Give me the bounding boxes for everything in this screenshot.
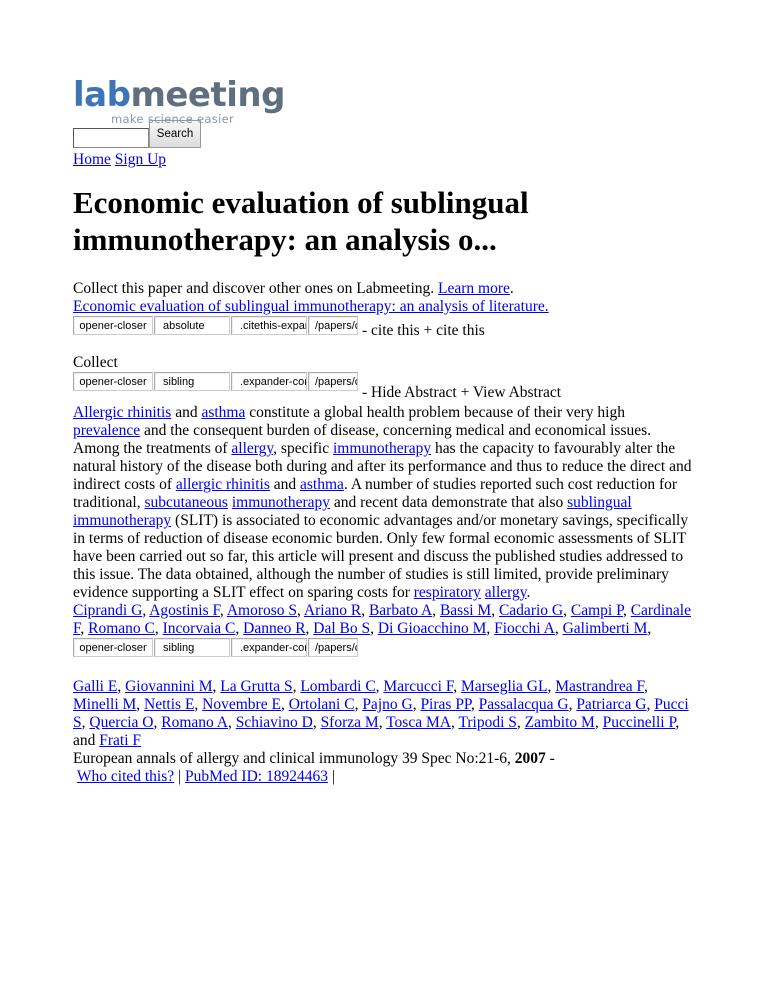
author-link[interactable]: Fiocchi A bbox=[494, 620, 555, 637]
keyword-link[interactable]: allergy bbox=[484, 584, 527, 601]
collect-intro-text: Collect this paper and discover other ones on Labmeeting. bbox=[73, 280, 435, 297]
abstract-text bbox=[73, 404, 693, 602]
cite-field-url[interactable] bbox=[308, 316, 358, 335]
citation bbox=[73, 750, 693, 768]
keyword-link[interactable]: asthma bbox=[201, 404, 246, 421]
author-link[interactable]: Sforza M bbox=[320, 714, 379, 731]
authors-rest-list: Galli E, Giovannini M, La Grutta S, Lombardi C, Marcucci F, Marseglia GL, Mastrandrea F, Minelli M, Nettis E, Novembre E, Ortolani C, Pajno G, Piras PP, Passalacqua G, Patriarca G, Pucci S, Quercia O, Romano A, Schiavino D, Sforza M, Tosca MA, Tripodi S, Zambito M, Puccinelli P, bbox=[73, 678, 689, 731]
abstract-field-url[interactable] bbox=[308, 372, 358, 391]
logo-meeting: meeting bbox=[130, 75, 285, 115]
author-link[interactable]: Dal Bo S bbox=[313, 620, 371, 637]
author-link[interactable]: Incorvaia C bbox=[162, 620, 236, 637]
abstract-segment: and bbox=[273, 476, 297, 493]
author-link[interactable]: Piras PP bbox=[420, 696, 471, 713]
author-link[interactable]: Agostinis F bbox=[149, 602, 220, 619]
authors-rest bbox=[73, 678, 693, 750]
abstract-segment: . bbox=[526, 584, 531, 601]
learn-more-link[interactable]: Learn more bbox=[438, 280, 510, 297]
author-link[interactable]: Campi P bbox=[570, 602, 623, 619]
author-link[interactable]: Schiavino D bbox=[235, 714, 313, 731]
authors-controls bbox=[73, 638, 693, 658]
abstract-field-opener[interactable] bbox=[73, 372, 153, 391]
author-link[interactable]: Puccinelli P bbox=[602, 714, 676, 731]
logo[interactable] bbox=[73, 0, 693, 126]
link-separator: | bbox=[178, 768, 182, 785]
abstract-segment: . A number of studies reported such cost reduction for traditional, bbox=[73, 476, 678, 511]
keyword-link[interactable]: Allergic rhinitis bbox=[73, 404, 172, 421]
journal-info: European annals of allergy and clinical immunology 39 Spec No:21-6, bbox=[73, 750, 511, 767]
cite-controls bbox=[73, 316, 693, 339]
authors-field-opener[interactable] bbox=[73, 638, 153, 657]
author-link[interactable]: Minelli M bbox=[73, 696, 137, 713]
search-input[interactable] bbox=[73, 128, 149, 148]
author-link[interactable]: Cadario G bbox=[498, 602, 564, 619]
author-link[interactable]: Amoroso S bbox=[226, 602, 298, 619]
author-link[interactable]: Mastrandrea F bbox=[555, 678, 644, 695]
nav-home-link[interactable]: Home bbox=[73, 151, 111, 168]
paper-links bbox=[73, 768, 693, 786]
author-link[interactable]: Nettis E bbox=[144, 696, 195, 713]
author-link[interactable]: Galli E bbox=[73, 678, 118, 695]
author-link[interactable]: Ariano R bbox=[303, 602, 362, 619]
authors-field-mode[interactable] bbox=[154, 638, 230, 657]
authors-field-selector[interactable] bbox=[231, 638, 307, 657]
author-link[interactable]: Novembre E bbox=[202, 696, 281, 713]
link-separator: | bbox=[331, 768, 335, 785]
abstract-controls bbox=[73, 372, 693, 401]
top-nav bbox=[73, 151, 693, 169]
abstract-segment: , specific bbox=[273, 440, 330, 457]
logo-lab: lab bbox=[73, 75, 131, 115]
abstract-segment: and the consequent burden of disease, concerning medical and economical issues. Among the treatments of bbox=[73, 422, 652, 457]
keyword-link[interactable]: respiratory bbox=[413, 584, 481, 601]
publication-year: 2007 bbox=[514, 750, 546, 767]
collect-intro: Collect this paper and discover other ones on Labmeeting. Learn more. bbox=[73, 280, 514, 297]
cite-this-toggle[interactable]: - cite this + cite this bbox=[362, 322, 485, 339]
author-link[interactable]: Di Gioacchino M bbox=[377, 620, 487, 637]
author-link[interactable]: Passalacqua G bbox=[478, 696, 569, 713]
abstract-segment: has the capacity to favourably alter the natural history of the disease both during and after its performance and thus to reduce the direct and indirect costs of bbox=[73, 440, 692, 493]
abstract-segment: constitute a global health problem because of their very high bbox=[249, 404, 625, 421]
author-link[interactable]: Marseglia GL bbox=[460, 678, 548, 695]
author-link[interactable]: Tripodi S bbox=[458, 714, 517, 731]
author-link[interactable]: Zambito M bbox=[524, 714, 595, 731]
page-title: Economic evaluation of sublingual immunotherapy: an analysis o... bbox=[73, 185, 529, 257]
author-link[interactable]: Pajno G bbox=[362, 696, 413, 713]
who-cited-link[interactable]: Who cited this? bbox=[76, 768, 175, 785]
author-link[interactable]: Galimberti M bbox=[562, 620, 648, 637]
citation-dash: - bbox=[549, 750, 555, 767]
search-button[interactable]: Search bbox=[149, 120, 201, 148]
cite-field-selector[interactable] bbox=[231, 316, 307, 335]
author-link[interactable]: Quercia O bbox=[89, 714, 154, 731]
logo-tagline: make science easier bbox=[111, 112, 234, 126]
author-link[interactable]: Ciprandi G bbox=[73, 602, 143, 619]
pubmed-link[interactable]: PubMed ID: 18924463 bbox=[185, 768, 328, 785]
author-link[interactable]: Tosca MA bbox=[386, 714, 451, 731]
author-link[interactable]: Romano A bbox=[161, 714, 228, 731]
keyword-link[interactable]: immunotherapy bbox=[231, 494, 330, 511]
abstract-field-selector[interactable] bbox=[231, 372, 307, 391]
abstract-toggle[interactable]: - Hide Abstract + View Abstract bbox=[362, 384, 562, 401]
spacer bbox=[73, 658, 693, 678]
author-link[interactable]: Bassi M bbox=[439, 602, 492, 619]
author-link[interactable]: Ortolani C bbox=[288, 696, 355, 713]
authors-field-url[interactable] bbox=[308, 638, 358, 657]
keyword-link[interactable]: subcutaneous bbox=[144, 494, 228, 511]
logo-wordmark[interactable] bbox=[73, 75, 693, 115]
authors-first: Ciprandi G, Agostinis F, Amoroso S, Ariano R, Barbato A, Bassi M, Cadario G, Campi P, Cardinale F, Romano C, Incorvaia C, Danneo R, Dal Bo S, Di Gioacchino M, Fiocchi A, Galimberti M, bbox=[73, 602, 691, 637]
keyword-link[interactable]: allergic rhinitis bbox=[175, 476, 270, 493]
full-title-link[interactable]: Economic evaluation of sublingual immunotherapy: an analysis of literature. bbox=[73, 298, 549, 315]
abstract-field-mode[interactable] bbox=[154, 372, 230, 391]
cite-field-mode[interactable] bbox=[154, 316, 230, 335]
author-link[interactable]: Cardinale F bbox=[73, 602, 691, 637]
keyword-link[interactable]: sublingual immunotherapy bbox=[73, 494, 632, 529]
author-link[interactable]: Lombardi C bbox=[300, 678, 376, 695]
abstract-segment: (SLIT) is associated to economic advantages and/or monetary savings, specifically in terms of reduction of disease economic burden. Only few formal economic assessments of SLIT have been carried out so far, this article will present and discuss the published studies addressed to this issue. The data obtained, although the number of studies is still limited, provide preliminary evidence supporting a SLIT effect on sparing costs for bbox=[73, 512, 689, 601]
author-link[interactable]: Giovannini M bbox=[125, 678, 213, 695]
abstract-segment: and bbox=[175, 404, 198, 421]
authors-and: and bbox=[73, 732, 96, 749]
keyword-link[interactable]: allergy bbox=[231, 440, 274, 457]
keyword-link[interactable]: immunotherapy bbox=[332, 440, 432, 457]
author-link[interactable]: Marcucci F bbox=[383, 678, 454, 695]
author-link[interactable]: Patriarca G bbox=[576, 696, 647, 713]
author-link[interactable]: Frati F bbox=[99, 732, 142, 749]
cite-field-opener[interactable] bbox=[73, 316, 153, 335]
author-link[interactable]: Barbato A bbox=[368, 602, 433, 619]
author-link[interactable]: Romano C bbox=[88, 620, 155, 637]
abstract-segment: and recent data demonstrate that also bbox=[333, 494, 564, 511]
keyword-link[interactable]: asthma bbox=[300, 476, 344, 493]
collect-label[interactable]: Collect bbox=[73, 354, 118, 371]
author-link[interactable]: La Grutta S bbox=[220, 678, 293, 695]
keyword-link[interactable]: prevalence bbox=[73, 422, 141, 439]
author-link[interactable]: Danneo R bbox=[243, 620, 306, 637]
nav-signup-link[interactable]: Sign Up bbox=[114, 151, 167, 168]
author-link[interactable]: Pucci S bbox=[73, 696, 689, 731]
